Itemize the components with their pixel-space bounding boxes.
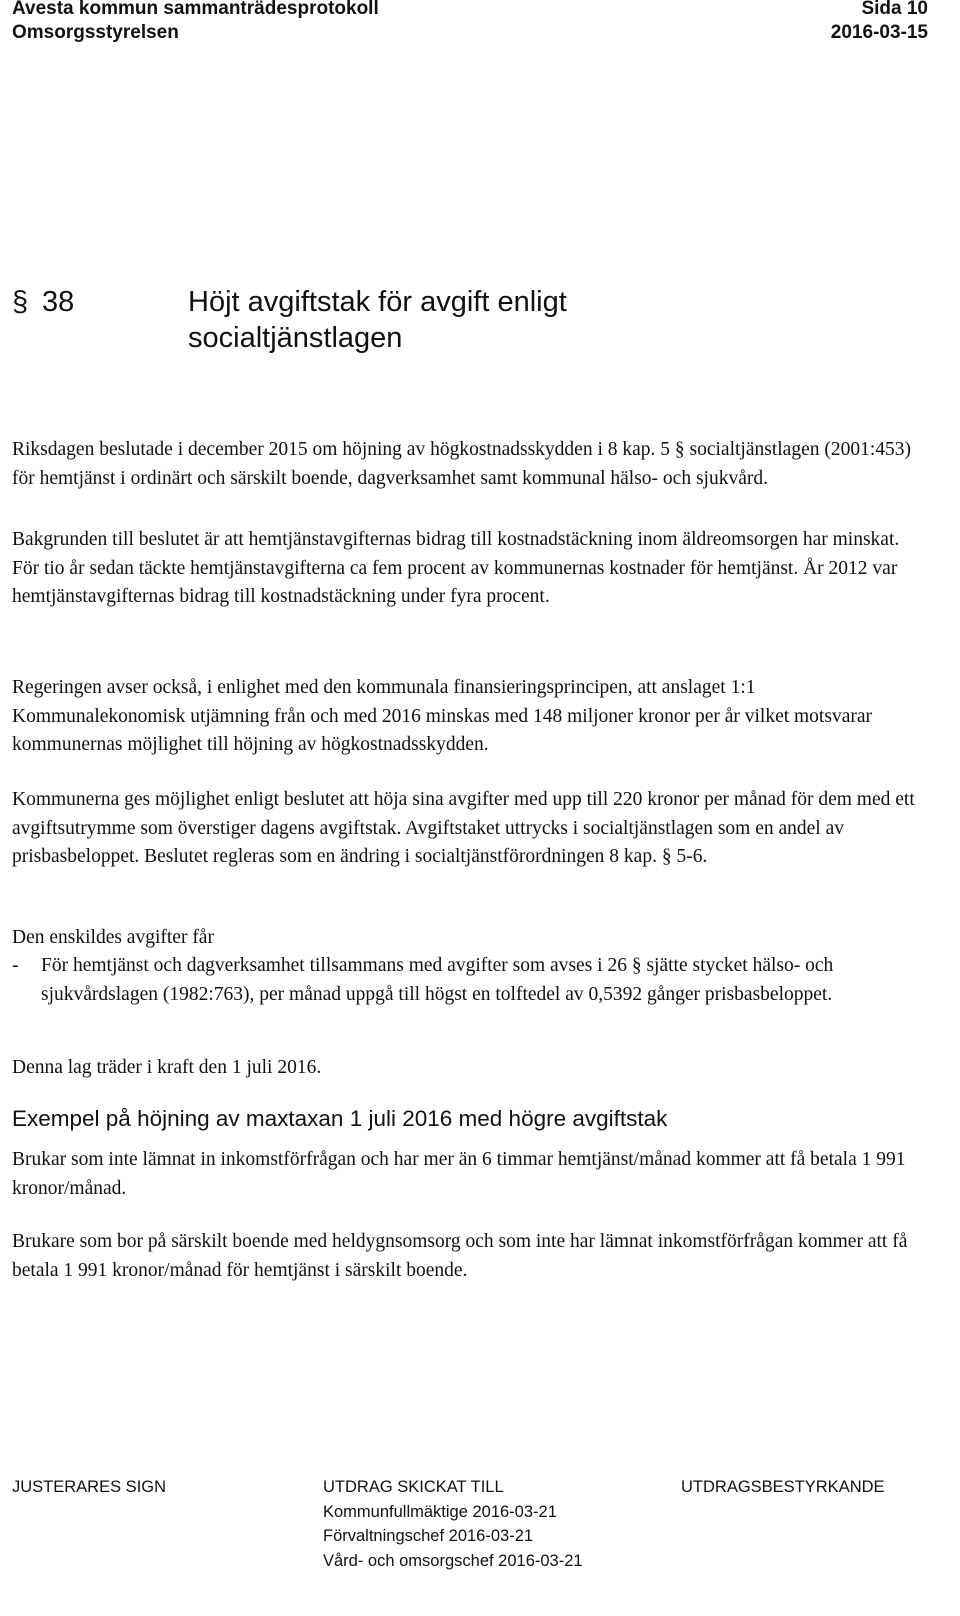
example-paragraph: Brukar som inte lämnat in inkomstförfrågan och har mer än 6 timmar hemtjänst/månad kommer att få betala 1 991 kronor/månad. bbox=[12, 1149, 906, 1199]
effective-date-paragraph: Denna lag träder i kraft den 1 juli 2016. bbox=[12, 1057, 322, 1078]
section-number bbox=[12, 284, 74, 320]
recipient: Kommunfullmäktige 2016-03-21 bbox=[323, 1502, 557, 1521]
section-title: Höjt avgiftstak för avgift enligt socialtjänstlagen bbox=[188, 286, 567, 354]
meeting-date: 2016-03-15 bbox=[830, 22, 928, 43]
list-marker: - bbox=[12, 955, 19, 976]
page-number: Sida 10 bbox=[861, 0, 928, 19]
paragraph-sign: § bbox=[12, 286, 29, 318]
recipient: Förvaltningschef 2016-03-21 bbox=[323, 1527, 534, 1545]
recipient: Vård- och omsorgschef 2016-03-21 bbox=[323, 1551, 583, 1570]
signature-label: JUSTERARES SIGN bbox=[12, 1478, 167, 1496]
example-paragraph: Brukare som bor på särskilt boende med heldygnsomsorg och som inte har lämnat inkomstförfrågan kommer att få betala 1 991 kronor/månad för hemtjänst i särskilt boende. bbox=[12, 1231, 908, 1281]
paragraph: Riksdagen beslutade i december 2015 om höjning av högkostnadsskydden i 8 kap. 5 § socialtjänstlagen (2001:453) för hemtjänst i ordinärt och särskilt boende, dagverksamhet samt kommunal hälso- och sjukvård. bbox=[12, 439, 911, 489]
paragraph: Regeringen avser också, i enlighet med den kommunala finansieringsprincipen, att anslaget 1:1 Kommunalekonomisk utjämning från och med 2016 minskas med 148 miljoner kronor per år vilket motsvarar kommunernas möjlighet till höjning av högkostnadsskydden. bbox=[12, 677, 872, 755]
certification-label: UTDRAGSBESTYRKANDE bbox=[681, 1478, 885, 1496]
document-title: Avesta kommun sammanträdesprotokoll bbox=[12, 0, 379, 19]
paragraph: Bakgrunden till beslutet är att hemtjänstavgifternas bidrag till kostnadstäckning inom äldreomsorgen har minskat. För tio år sedan täckte hemtjänstavgifterna ca fem procent av kommunernas kostnader för hemtjänst. År 2012 var hemtjänstavgifternas bidrag till kostnadstäckning under fyra procent. bbox=[12, 529, 900, 607]
paragraph: Den enskildes avgifter får bbox=[12, 927, 214, 948]
paragraph: Kommunerna ges möjlighet enligt beslutet att höja sina avgifter med upp till 220 kronor per månad för dem med ett avgiftsutrymme som överstiger dagens avgiftstak. Avgiftstaket uttrycks i socialtjänstlagen som en andel av prisbasbeloppet. Beslutet regleras som en ändring i socialtjänstförordningen 8 kap. § 5-6. bbox=[12, 789, 915, 867]
distribution-block bbox=[323, 1475, 583, 1573]
board-name: Omsorgsstyrelsen bbox=[12, 22, 179, 43]
section-number-value: 38 bbox=[42, 286, 75, 318]
list-item: För hemtjänst och dagverksamhet tillsammans med avgifter som avses i 26 § sjätte stycket hälso- och sjukvårdslagen (1982:763), per månad uppgå till högst en tolftedel av 0,5392 gånger prisbasbeloppet. bbox=[41, 955, 834, 1005]
example-heading: Exempel på höjning av maxtaxan 1 juli 2016 med högre avgiftstak bbox=[12, 1106, 668, 1131]
distribution-label: UTDRAG SKICKAT TILL bbox=[323, 1478, 504, 1496]
